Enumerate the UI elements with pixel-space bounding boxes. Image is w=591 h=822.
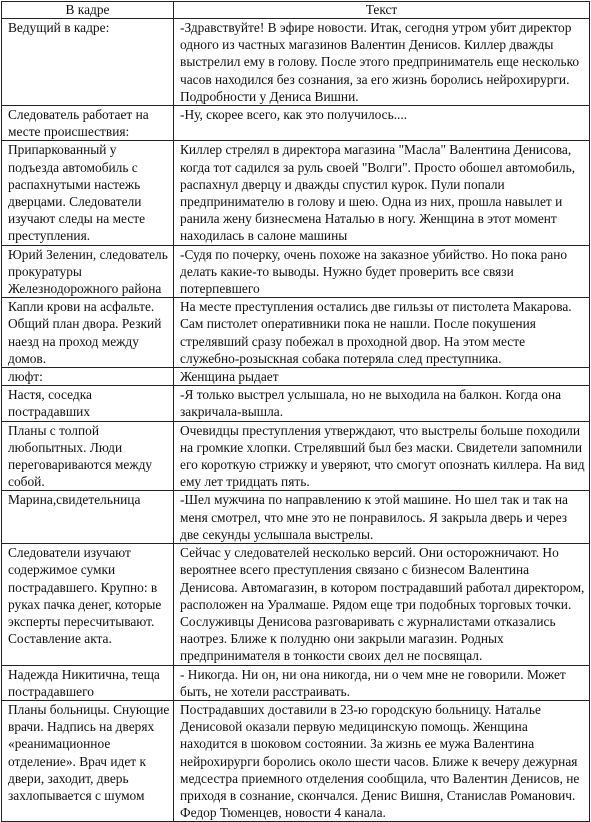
shot-cell: Надежда Никитична, теща пострадавшего [2,665,174,700]
table-row [2,544,590,665]
table-row [2,245,590,298]
shot-cell: Ведущий в кадре: [2,19,174,106]
table-row [2,386,590,421]
header-row [2,2,590,19]
shot-cell: Марина,свидетельница [2,491,174,544]
header-text: Текст [174,2,590,19]
table-row [2,665,590,700]
header-in-frame: В кадре [2,2,174,19]
text-cell: -Я только выстрел услышала, но не выходила на балкон. Когда она закричала-вышла. [174,386,590,421]
table-row [2,700,590,821]
shot-cell: Планы больницы. Снующие врачи. Надпись на дверях «реанимационное отделение». Врач идет к двери, заходит, дверь захлопывается с шумом [2,700,174,821]
text-cell: Сейчас у следователей несколько версий. Они осторожничают. Но вероятнее всего преступления связано с бизнесом Валентина Денисова. Автомагазин, в котором пострадавший работал директором, расположен на Уралмаше. Рядом еще три подобных торговых точки. Сослуживцы Денисова разговаривать с журналистами отказались наотрез. Ближе к полудню они закрыли магазин. Родных предпринимателя в тонкости своих дел не посвящал. [174,544,590,665]
text-cell: Киллер стрелял в директора магазина "Масла" Валентина Денисова, когда тот садился за руль своей "Волги". Просто обошел автомобиль, распахнул дверцу и дважды спустил курок. Пули попали предпринимателю в голову и шею. Одна из них, прошла навылет и ранила жену бизнесмена Наталью в ногу. Женщина в этот момент находилась в салоне машины [174,141,590,245]
text-cell: Очевидцы преступления утверждают, что выстрелы больше походили на громкие хлопки. Стрелявший был без маски. Свидетели запомнили его короткую стрижку и уверяют, что смогут опознать киллера. На вид ему лет тридцать пять. [174,421,590,491]
table-row [2,368,590,386]
shot-cell: Юрий Зеленин, следователь прокуратуры Железнодорожного района [2,245,174,298]
shot-cell: Следователь работает на месте происшествия: [2,106,174,141]
text-cell: -Шел мужчина по направлению к этой машине. Но шел так и так на меня смотрел, что мне это не понравилось. Я закрыла дверь и через две секунды услышала выстрелы. [174,491,590,544]
table-row [2,19,590,106]
text-cell: -Ну, скорее всего, как это получилось.... [174,106,590,141]
shot-cell: люфт: [2,368,174,386]
shot-cell: Настя, соседка пострадавших [2,386,174,421]
script-table [1,1,590,822]
shot-cell: Капли крови на асфальте. Общий план двора. Резкий наезд на проход между домов. [2,298,174,368]
table-row [2,298,590,368]
table-row [2,141,590,245]
shot-cell: Припаркованный у подъезда автомобиль с распахнутыми настежь дверцами. Следователи изучают следы на месте преступления. [2,141,174,245]
table-row [2,491,590,544]
table-row [2,106,590,141]
text-cell: - Никогда. Ни он, ни она никогда, ни о чем мне не говорили. Может быть, не хотели расстраивать. [174,665,590,700]
shot-cell: Планы с толпой любопытных. Люди переговариваются между собой. [2,421,174,491]
text-cell: -Судя по почерку, очень похоже на заказное убийство. Но пока рано делать какие-то выводы. Нужно будет проверить все связи потерпевшего [174,245,590,298]
text-cell: На месте преступления остались две гильзы от пистолета Макарова. Сам пистолет оперативники пока не нашли. После покушения стрелявший сразу побежал в проходной двор. На этом месте служебно-розыскная собака потеряла след преступника. [174,298,590,368]
text-cell: Пострадавших доставили в 23-ю городскую больницу. Наталье Денисовой оказали первую медицинскую помощь. Женщина находится в шоковом состоянии. За жизнь ее мужа Валентина нейрохирурги боролись около шести часов. Ближе к вечеру дежурная медсестра приемного отделения сообщила, что Валентин Денисов, не приходя в сознание, скончался. Денис Вишня, Станислав Романович. Федор Тюменцев, новости 4 канала. [174,700,590,821]
text-cell: Женщина рыдает [174,368,590,386]
shot-cell: Следователи изучают содержимое сумки пострадавшего. Крупно: в руках пачка денег, которые эксперты пересчитывают. Составление акта. [2,544,174,665]
table-row [2,421,590,491]
text-cell: -Здравствуйте! В эфире новости. Итак, сегодня утром убит директор одного из частных магазинов Валентин Денисов. Киллер дважды выстрелил ему в голову. После этого предприниматель еще несколько часов находился без сознания, за его жизнь боролись нейрохирурги. Подробности у Дениса Вишни. [174,19,590,106]
